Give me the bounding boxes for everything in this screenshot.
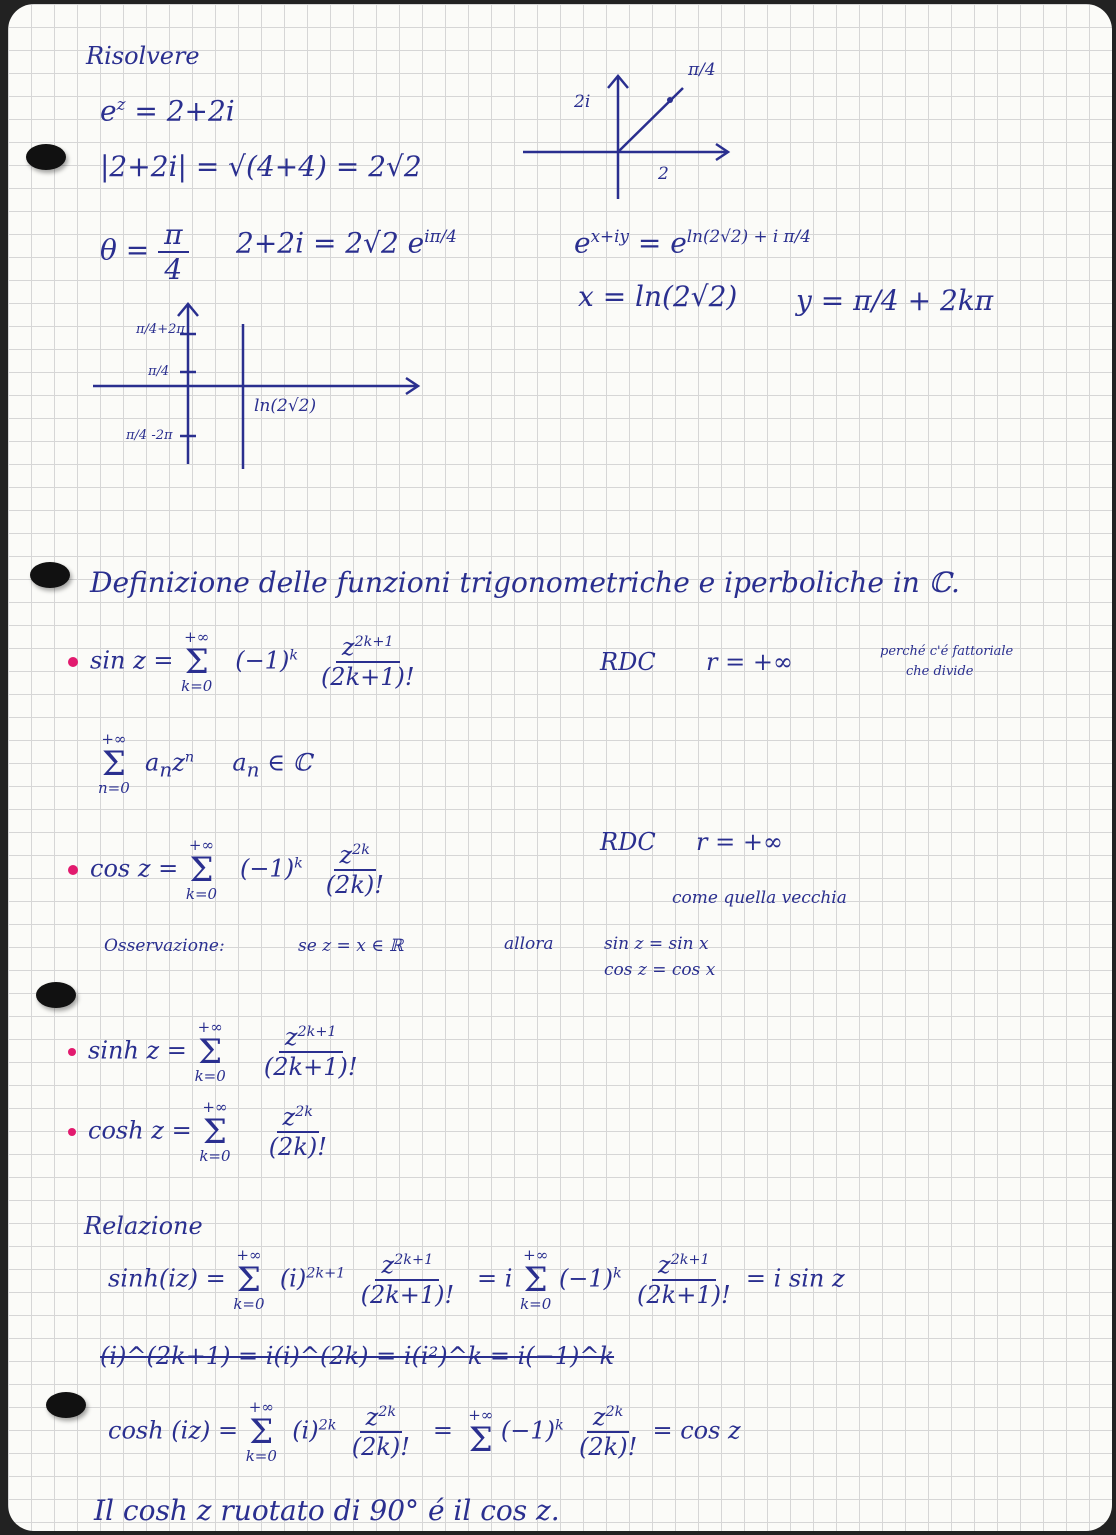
solution-y: y = π/4 + 2kπ [796, 284, 994, 317]
sin-definition: sin z = +∞ Σ k=0 $(-1)^k$ $\frac{z^{2k+1}}{(2k+1)!}$ [68, 630, 415, 694]
binder-hole [36, 982, 76, 1008]
observation-condition: se z = x ∈ ℝ [298, 936, 404, 956]
cos-definition: cos z = +∞ Σ k=0 $(-1)^k$ $\frac{z^{2k}}{(2k)!}$ [68, 838, 384, 902]
solutions-graph [88, 294, 433, 474]
equation-modulus: |2+2i| = √(4+4) = 2√2 [100, 150, 422, 183]
page-title: Risolvere [86, 42, 200, 70]
graph1-x-label: 2 [658, 164, 669, 184]
power-series: +∞ Σ n=0 $a_nz^n$ $a_n$ ∈ ℂ [98, 730, 312, 797]
struck-calculation: (i)^(2k+1) = i(i)^(2k) = i(i²)^k = i(−1)^k [100, 1342, 615, 1370]
binder-hole [46, 1392, 86, 1418]
graph1-y-label: 2i [574, 92, 591, 112]
graph1-angle-label: π/4 [688, 60, 716, 80]
equation-exp: $e^z = 2+2i$ [100, 94, 235, 128]
equation-polar: 2+2i = 2√2 $e^{i\pi/4}$ [236, 226, 457, 260]
observation-sin: sin z = sin x [604, 934, 709, 954]
notebook-page [8, 4, 1112, 1531]
sin-note-1: perché c'é fattoriale [880, 644, 1014, 659]
sin-radius: r = +∞ [706, 648, 793, 676]
sinh-relation: sinh(iz) = +∞ Σ k=0 $(i)^{2k+1}$ $\frac{z^{2k+1}}{(2k+1)!}$ = i +∞ Σ k=0 $(-1)^k$ $\frac{z^{2k+1}}{(2k+1)!}$ = i sin z [108, 1246, 845, 1313]
footer-statement: Il cosh z ruotato di 90° é il cos z. [94, 1494, 560, 1527]
graph2-x-label: ln(2√2) [254, 396, 317, 416]
observation-then: allora [504, 934, 554, 954]
graph2-bottom-label: π/4 -2π [126, 428, 173, 443]
relation-title: Relazione [84, 1212, 203, 1240]
observation-label: Osservazione: [104, 936, 225, 956]
cos-radius: r = +∞ [696, 828, 783, 856]
binder-hole [30, 562, 70, 588]
graph2-top-label: π/4+2π [136, 322, 185, 337]
cos-rdc: RDC [600, 828, 656, 856]
equation-theta: θ = $\frac{\pi}{4}$ [100, 218, 189, 286]
cosh-relation: cosh (iz) = +∞ Σ k=0 $(i)^{2k}$ $\frac{z^{2k}}{(2k)!}$ = +∞ Σ $(-1)^k$ $\frac{z^{2k}}{(2k)!}$ = cos z [108, 1398, 741, 1465]
equation-exp-xy: $e^{x+iy} = e^{ln(2√2) + i \pi/4}$ [574, 226, 811, 260]
sin-note-2: che divide [906, 664, 974, 679]
solution-x: x = ln(2√2) [578, 280, 738, 313]
graph2-mid-label: π/4 [148, 364, 170, 379]
observation-note: come quella vecchia [672, 888, 847, 908]
section-title: Definizione delle funzioni trigonometriche e iperboliche in ℂ. [90, 566, 960, 599]
observation-cos: cos z = cos x [604, 960, 716, 980]
sinh-definition: sinh z = +∞ Σ k=0 $\frac{z^{2k+1}}{(2k+1)!}$ [68, 1020, 357, 1084]
complex-plane-graph [518, 64, 748, 209]
binder-hole [26, 144, 66, 170]
cosh-definition: cosh z = +∞ Σ k=0 $\frac{z^{2k}}{(2k)!}$ [68, 1100, 327, 1164]
sin-rdc: RDC [600, 648, 656, 676]
